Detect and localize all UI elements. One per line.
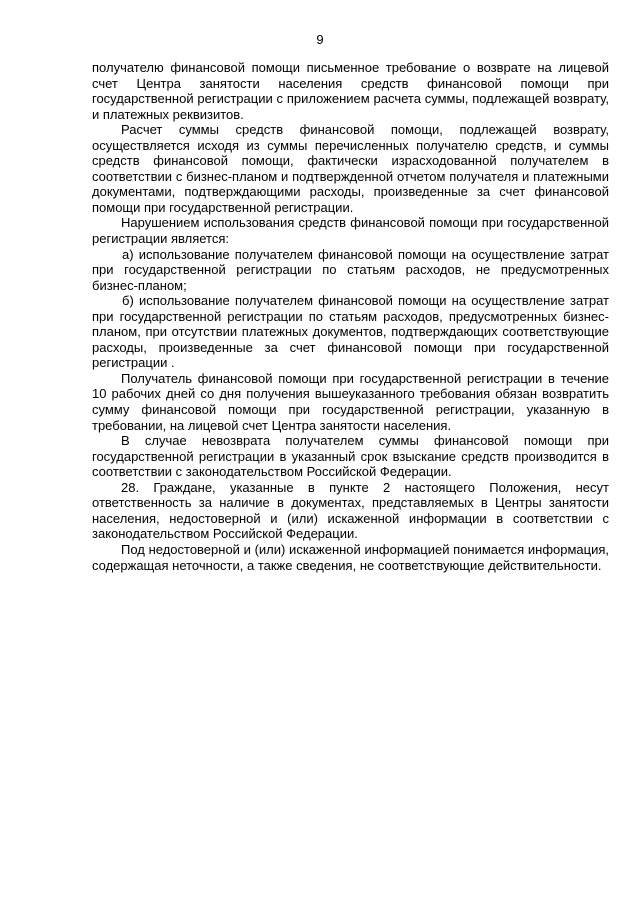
- document-body: [92, 60, 609, 573]
- paragraph-return-demand: получателю финансовой помощи письменное требование о возврате на лицевой счет Центра занятости населения средств финансовой помощи при государственной регистрации с приложением расчета суммы, подлежащей возврату, и платежных реквизитов.: [92, 60, 609, 122]
- paragraph-violation-item-a: а) использование получателем финансовой помощи на осуществление затрат при государственной регистрации по статьям расходов, не предусмотренных бизнес-планом;: [92, 246, 609, 293]
- paragraph-false-information-definition: Под недостоверной и (или) искаженной информацией понимается информация, содержащая неточности, а также сведения, не соответствующие действительности.: [92, 541, 609, 573]
- paragraph-return-deadline: Получатель финансовой помощи при государственной регистрации в течение 10 рабочих дней со дня получения вышеуказанного требования обязан возвратить сумму финансовой помощи при государственной регистрации, указанную в требовании, на лицевой счет Центра занятости населения.: [92, 370, 609, 433]
- paragraph-violation-definition: Нарушением использования средств финансовой помощи при государственной регистрации является:: [92, 215, 609, 247]
- paragraph-non-return-recovery: В случае невозврата получателем суммы финансовой помощи при государственной регистрации в указанный срок взыскание средств производится в соответствии с законодательством Российской Федерации.: [92, 433, 609, 480]
- paragraph-violation-item-b: б) использование получателем финансовой помощи на осуществление затрат при государственной регистрации по статьям расходов, предусмотренных бизнес-планом, при отсутствии платежных документов, подтверждающих соответствующие расходы, произведенные за счет финансовой помощи при государственной регистрации .: [92, 293, 609, 371]
- paragraph-clause-28: 28. Граждане, указанные в пункте 2 настоящего Положения, несут ответственность за наличие в документах, представляемых в Центры занятости населения, недостоверной и (или) искаженной информации в соответствии с законодательством Российской Федерации.: [92, 479, 609, 542]
- paragraph-refund-calculation: Расчет суммы средств финансовой помощи, подлежащей возврату, осуществляется исходя из суммы перечисленных получателю средств, и суммы средств финансовой помощи, фактически израсходованной получателем в соответствии с бизнес-планом и подтвержденной отчетом получателя и платежными документами, подтверждающими расходы, произведенные за счет финансовой помощи при государственной регистрации.: [92, 122, 609, 215]
- page-number: 9: [316, 32, 324, 47]
